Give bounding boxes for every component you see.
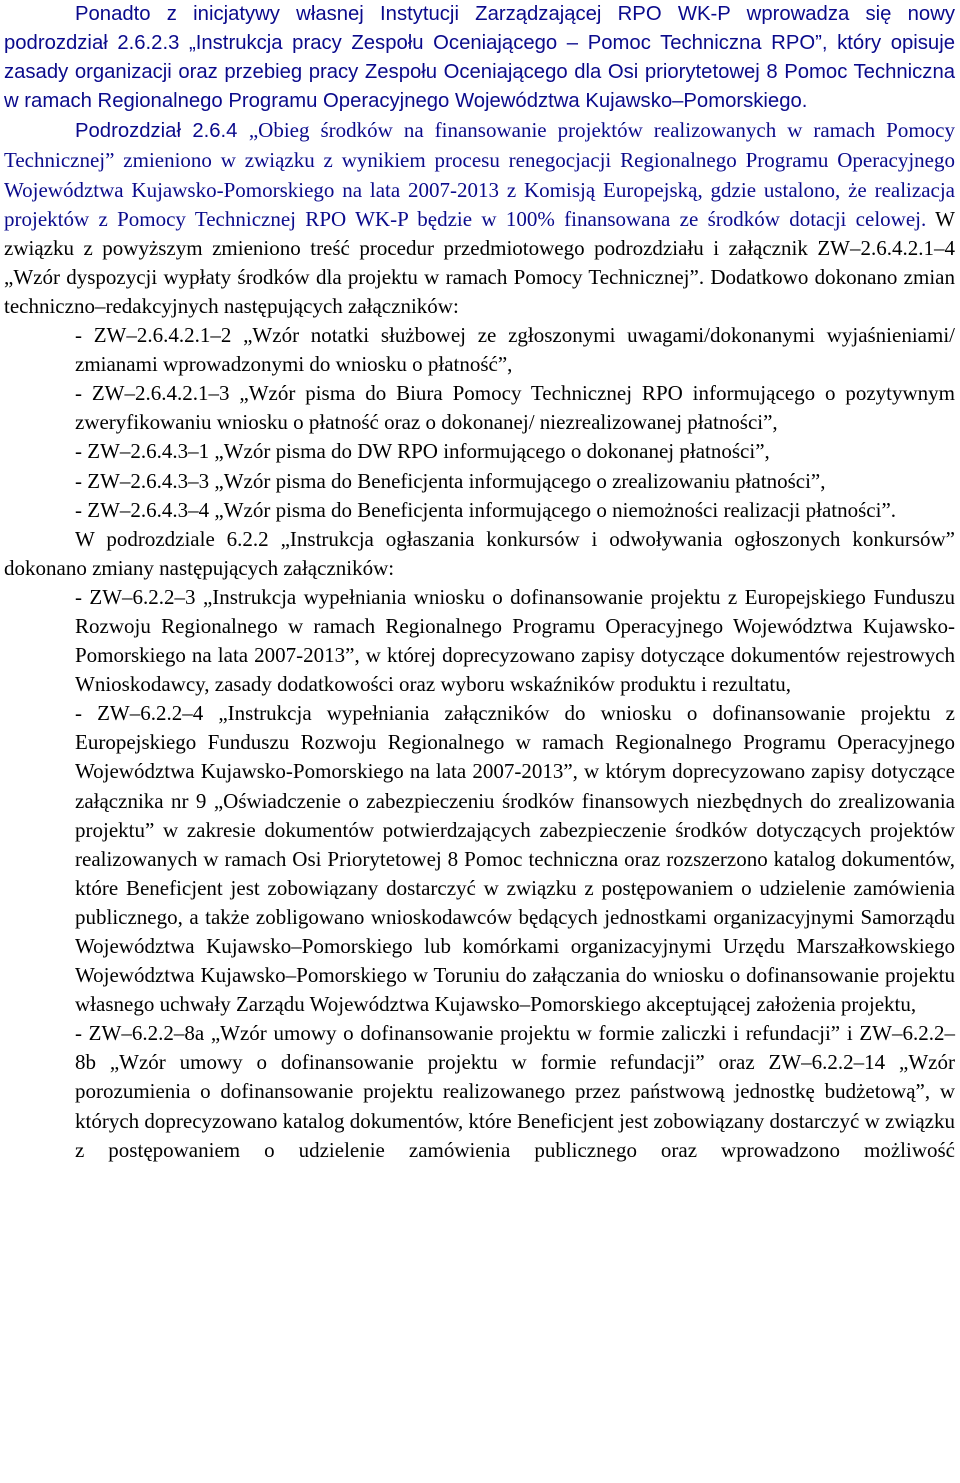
document-page xyxy=(4,0,955,1165)
attachment-list-1 xyxy=(4,321,955,525)
section-ref-2-6-4: Podrozdział 2.6.4 xyxy=(75,120,249,143)
section-2-6-4-tail: Dodatkowo dokonano zmian techniczno–redakcyjnych następujących załączników: xyxy=(4,264,955,318)
attachment-list-2 xyxy=(4,583,955,1165)
list-item: - ZW–2.6.4.2.1–3 „Wzór pisma do Biura Pomocy Technicznej RPO informującego o pozytywnym zweryfikowaniu wniosku o płatność oraz o dokonanej/ niezrealizowanej płatności”, xyxy=(75,381,955,435)
list-item: - ZW–2.6.4.2.1–2 „Wzór notatki służbowej ze zgłoszonymi uwagami/dokonanymi wyjaśnieniami/ zmianami wprowadzonymi do wniosku o płatność”, xyxy=(75,323,955,377)
list-item: - ZW–6.2.2–4 „Instrukcja wypełniania załączników do wniosku o dofinansowanie projektu z Europejskiego Funduszu Rozwoju Regionalnego w ramach Regionalnego Programu Operacyjnego Województwa Kujawsko-Pomorskiego na lata 2007-2013”, w którym doprecyzowano zapisy dotyczące załącznika nr 9 „Oświadczenie o zabezpieczeniu środków finansowych niezbędnych do zrealizowania projektu” w zakresie dokumentów potwierdzających zabezpieczenie środków dotyczących projektów realizowanych w ramach Osi Priorytetowej 8 Pomoc techniczna oraz rozszerzono katalog dokumentów, które Beneficjent jest zobowiązany dostarczyć w związku z postępowaniem o udzielenie zamówienia publicznego, a także zobligowano wnioskodawców będących jednostkami organizacyjnymi Samorządu Województwa Kujawsko–Pomorskiego lub komórkami organizacyjnymi Urzędu Marszałkowskiego Województwa Kujawsko–Pomorskiego w Toruniu do załączania do wniosku o dofinansowanie projektu własnego uchwały Zarządu Województwa Kujawsko–Pomorskiego akceptującej założenia projektu, xyxy=(75,701,955,1017)
list-item: - ZW–2.6.4.3–1 „Wzór pisma do DW RPO informującego o dokonanej płatności”, xyxy=(75,439,770,464)
list-item: - ZW–6.2.2–8a „Wzór umowy o dofinansowanie projektu w formie zaliczki i refundacji” i ZW–6.2.2–8b „Wzór umowy o dofinansowanie projektu w formie refundacji” oraz ZW–6.2.2–14 „Wzór porozumienia o dofinansowanie projektu realizowanego przez państwową jednostkę budżetową”, w których doprecyzowano katalog dokumentów, które Beneficjent jest zobowiązany dostarczyć w związku z postępowaniem o udzielenie zamówienia publicznego oraz wprowadzono możliwość xyxy=(75,1021,955,1162)
paragraph-2-6-4 xyxy=(4,116,955,321)
list-item: - ZW–6.2.2–3 „Instrukcja wypełniania wniosku o dofinansowanie projektu z Europejskiego Funduszu Rozwoju Regionalnego w ramach Regionalnego Programu Operacyjnego Województwa Kujawsko-Pomorskiego na lata 2007-2013”, w której doprecyzowano zapisy dotyczące dokumentów rejestrowych Wnioskodawcy, zasady dodatkowości oraz wyboru wskaźników produktu i rezultatu, xyxy=(75,584,955,697)
list-item: - ZW–2.6.4.3–4 „Wzór pisma do Beneficjenta informującego o niemożności realizacji płatności”. xyxy=(75,497,897,522)
section-2-6-4-change: W związku z powyższym zmieniono treść procedur przedmiotowego podrozdziału i załącznik ZW–2.6.4.2.1–4 „Wzór dyspozycji wypłaty środków dla projektu w ramach Pomocy Technicznej”. xyxy=(4,206,955,289)
section-2-6-4-body: „Obieg środków na finansowanie projektów realizowanych w ramach Pomocy Technicznej” zmieniono w związku z wynikiem procesu renegocjacji Regionalnego Programu Operacyjnego Województwa Kujawsko-Pomorskiego na lata 2007-2013 z Komisją Europejską, gdzie ustalono, że realizacja projektów z Pomocy Technicznej RPO WK-P będzie w 100% finansowana ze środków dotacji celowej. xyxy=(4,118,955,231)
paragraph-intro: Ponadto z inicjatywy własnej Instytucji Zarządzającej RPO WK-P wprowadza się nowy podrozdział 2.6.2.3 „Instrukcja pracy Zespołu Oceniającego – Pomoc Techniczna RPO”, który opisuje zasady organizacji oraz przebieg pracy Zespołu Oceniającego dla Osi priorytetowej 8 Pomoc Techniczna w ramach Regionalnego Programu Operacyjnego Województwa Kujawsko–Pomorskiego. xyxy=(4,3,955,113)
paragraph-6-2-2: W podrozdziale 6.2.2 „Instrukcja ogłaszania konkursów i odwoływania ogłoszonych konkursów” dokonano zmiany następujących załączników: xyxy=(4,526,955,580)
list-item: - ZW–2.6.4.3–3 „Wzór pisma do Beneficjenta informującego o zrealizowaniu płatności”, xyxy=(75,468,826,493)
